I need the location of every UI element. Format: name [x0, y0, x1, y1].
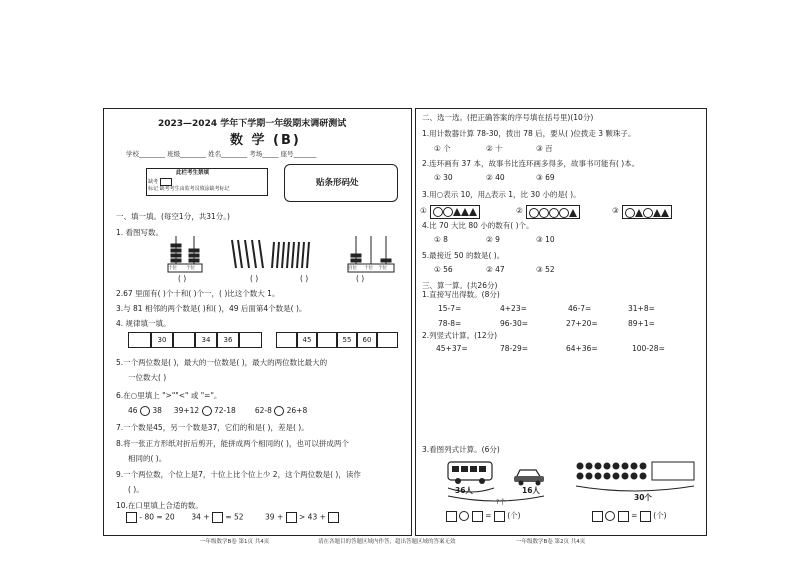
- fill-box[interactable]: [328, 512, 339, 523]
- q1-answer-3[interactable]: ( ): [300, 274, 309, 283]
- notice-text: 标记 缺考考生由监考员填涂缺考标记: [148, 186, 230, 192]
- compare-left-2: 39+12: [173, 406, 200, 415]
- sticks-bundles: [232, 240, 309, 268]
- student-info-line: 学校________ 班级________ 姓名________ 考场_____ 座号_______: [126, 150, 317, 158]
- compare-left-3: 62-8: [254, 406, 272, 415]
- compare-circle-1[interactable]: [140, 406, 150, 416]
- calc-item: 31+8=: [628, 304, 655, 313]
- question9-line2: ( )。: [128, 485, 144, 494]
- q1-answer-2[interactable]: ( ): [250, 274, 259, 283]
- vertical-calc: 100-28=: [632, 344, 665, 353]
- seq1-cell: 36: [216, 332, 240, 348]
- notice-label: 此栏考生禁填: [176, 170, 210, 176]
- answer-box[interactable]: [618, 511, 629, 522]
- section2-heading: 二、选一选。(把正确答案的序号填在括号里)(10分): [422, 113, 594, 122]
- r-q2-option-b[interactable]: ② 40: [486, 173, 505, 182]
- question3: 3.与 81 相邻的两个数是( )和( )，49 后面第4个数是( )。: [116, 304, 307, 313]
- seq2-cell[interactable]: [376, 332, 398, 348]
- answer-operator[interactable]: [605, 511, 615, 521]
- r-question5: 5.最接近 50 的数是( )。: [422, 251, 505, 260]
- question6: 6.在○里填上 ">""<" 或 "="。: [116, 391, 222, 400]
- abacus-figures: [112, 234, 402, 274]
- abacus2-label-hundreds: 百位: [348, 266, 357, 271]
- compare-right-3: 26+8: [286, 406, 308, 415]
- section3-heading: 三、算一算。(共26分): [422, 281, 498, 290]
- fill-expr-2: 34 +: [191, 512, 210, 522]
- compare-circle-2[interactable]: [202, 406, 212, 416]
- section1-heading: 一、填一填。(每空1分，共31分。): [116, 212, 230, 221]
- calc-sub1: 1.直接写出得数。(8分): [422, 290, 500, 299]
- r-q2-option-a[interactable]: ① 30: [434, 173, 453, 182]
- seq1-cell[interactable]: [128, 332, 152, 348]
- abacus1-label-ones: 个位: [186, 266, 195, 271]
- footer-right: 一年级数学B卷 第2页 共4页: [516, 539, 586, 545]
- r-q4-option-b[interactable]: ② 9: [486, 235, 500, 244]
- fill-box[interactable]: [212, 512, 223, 523]
- answer-row-1: = (个): [446, 510, 521, 522]
- compare-right-2: 72-18: [213, 406, 236, 415]
- fill-expr-3: = 52: [225, 512, 244, 522]
- answer-box[interactable]: [494, 511, 505, 522]
- notice-side: 缺考: [148, 179, 159, 185]
- fill-expr-4: 39 +: [265, 512, 284, 522]
- question8-line1: 8.将一张正方形纸对折后剪开，能拼成两个相同的( )，也可以拼成两个: [116, 439, 349, 448]
- r-question3: 3.用○表示 10，用△表示 1，比 30 小的是( )。: [422, 190, 581, 199]
- car-count: 16人: [522, 486, 540, 495]
- q1-answer-1[interactable]: ( ): [178, 274, 187, 283]
- seq1-cell[interactable]: [172, 332, 196, 348]
- r-question4: 4.比 70 大比 80 小的数有( )个。: [422, 221, 534, 230]
- answer-box[interactable]: [472, 511, 483, 522]
- vertical-calc: 45+37=: [436, 344, 468, 353]
- r-q1-option-a[interactable]: ① 个: [434, 144, 451, 153]
- shape-option-a: [430, 205, 480, 219]
- footer-left: 一年级数学B卷 第1页 共4页: [200, 539, 270, 545]
- answer-box[interactable]: [640, 511, 651, 522]
- question5-line2: 一位数大( ): [128, 373, 167, 382]
- answer-operator[interactable]: [459, 511, 469, 521]
- r-q3-option-c[interactable]: ③: [612, 206, 619, 215]
- r-q5-option-a[interactable]: ① 56: [434, 265, 453, 274]
- answer-box[interactable]: [592, 511, 603, 522]
- bus-icon: [448, 462, 492, 484]
- question1: 1. 看图写数。: [116, 228, 164, 237]
- question7: 7.一个数是45，另一个数是37，它们的和是( )，差是( )。: [116, 423, 309, 432]
- r-question1: 1.用计数器计算 78-30，拨出 78 后，要从( )位拨走 3 颗珠子。: [422, 129, 636, 138]
- fill-box-row: [126, 512, 339, 523]
- compare-right-1: 38: [152, 406, 162, 415]
- abacus1-label-tens: 十位: [168, 266, 177, 271]
- abacus2-label-ones: 个位: [378, 266, 387, 271]
- subject-title: 数 学 (B): [230, 133, 301, 148]
- r-q5-option-c[interactable]: ③ 52: [536, 265, 555, 274]
- r-q4-option-a[interactable]: ① 8: [434, 235, 448, 244]
- r-question2: 2.连环画有 37 本，故事书比连环画多得多，故事书可能有( )本。: [422, 159, 640, 168]
- r-q1-option-c[interactable]: ③ 百: [536, 144, 553, 153]
- seq1-cell: 34: [194, 332, 218, 348]
- q1-answer-4[interactable]: ( ): [356, 274, 365, 283]
- fill-box[interactable]: [286, 512, 297, 523]
- calc-sub2: 2.列竖式计算。(12分): [422, 331, 498, 340]
- calc-item: 78-8=: [438, 319, 462, 328]
- seq2-cell: 45: [296, 332, 318, 348]
- calc-item: 96-30=: [500, 319, 529, 328]
- compare-left-1: 46: [128, 406, 138, 415]
- exam-title: 2023—2024 学年下学期一年级期末调研测试: [158, 119, 347, 129]
- calc-item: 46-7=: [568, 304, 592, 313]
- question4: 4. 规律填一填。: [116, 319, 171, 328]
- fill-box[interactable]: [126, 512, 137, 523]
- calc-item: 4+23=: [500, 304, 527, 313]
- apples-total: 30个: [634, 493, 652, 502]
- answer-row-2: = (个): [592, 510, 667, 522]
- car-icon: [514, 470, 544, 486]
- question5-line1: 5.一个两位数是( )，最大的一位数是( )，最大的两位数比最大的: [116, 358, 328, 367]
- question8-line2: 相同的( )。: [128, 454, 167, 463]
- vertical-calc: 78-29=: [500, 344, 529, 353]
- shape-option-c: [622, 205, 672, 219]
- seq1-cell[interactable]: [238, 332, 262, 348]
- calc-item: 89+1=: [628, 319, 655, 328]
- seq2-cell: 55: [336, 332, 358, 348]
- footer-notice: 请在各题目的答题区域内作答，超出答题区域的答案无效: [318, 539, 456, 545]
- unknown-total: ?个: [496, 498, 506, 506]
- r-q3-option-b[interactable]: ②: [516, 206, 523, 215]
- r-q5-option-b[interactable]: ② 47: [486, 265, 505, 274]
- seq1-cell: 30: [150, 332, 174, 348]
- compare-row: [128, 406, 307, 416]
- fill-expr-5: > 43 +: [299, 512, 326, 522]
- r-q2-option-c[interactable]: ③ 69: [536, 173, 555, 182]
- calc-sub3: 3.看图列式计算。(6分): [422, 445, 500, 454]
- unit-label: (个): [507, 511, 521, 520]
- answer-box[interactable]: [446, 511, 457, 522]
- barcode-label: 贴条形码处: [316, 178, 359, 188]
- abacus2-label-tens: 十位: [364, 266, 373, 271]
- seq2-cell: 60: [356, 332, 378, 348]
- question10: 10.在口里填上合适的数。: [116, 501, 203, 510]
- vertical-calc: 64+36=: [566, 344, 598, 353]
- calc-item: 27+20=: [566, 319, 598, 328]
- shape-option-b: [526, 205, 580, 219]
- r-q4-option-c[interactable]: ③ 10: [536, 235, 555, 244]
- seq2-cell[interactable]: [316, 332, 338, 348]
- compare-circle-3[interactable]: [274, 406, 284, 416]
- calc-item: 15-7=: [438, 304, 462, 313]
- bus-count: 36人: [455, 486, 473, 495]
- question2: 2.67 里面有( )个十和( )个一，( )比这个数大 1。: [116, 289, 280, 298]
- seq2-cell[interactable]: [276, 332, 298, 348]
- r-q1-option-b[interactable]: ② 十: [486, 144, 503, 153]
- fill-expr-1: - 80 = 20: [139, 512, 175, 522]
- unit-label: (个): [653, 511, 667, 520]
- r-q3-option-a[interactable]: ①: [420, 206, 427, 215]
- question9-line1: 9.一个两位数，个位上是7，十位上比个位上少 2，这个两位数是( )，读作: [116, 470, 361, 479]
- absent-mark-box[interactable]: [160, 178, 172, 186]
